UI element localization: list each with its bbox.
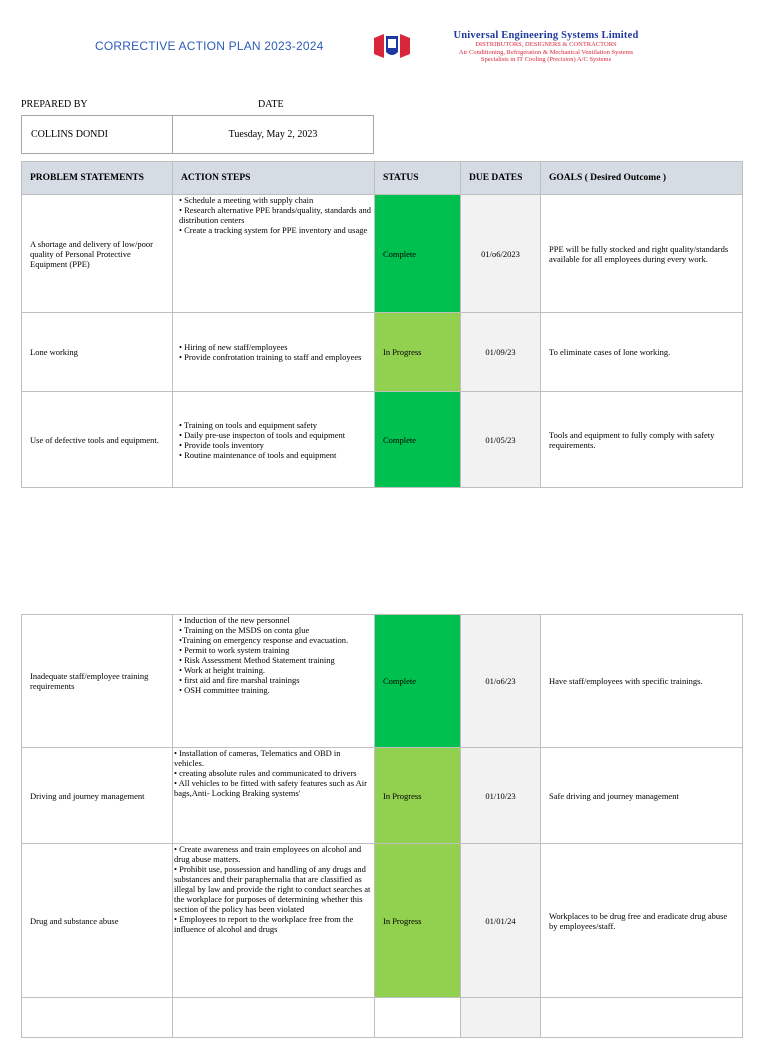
goal-cell: Safe driving and journey management [541,748,743,844]
meta-table [21,115,374,154]
status-cell: Complete [375,392,461,488]
action-steps-cell: • Induction of the new personnel • Training on the MSDS on conta glue •Training on emergency response and evacuation. • Permit to work system training • Risk Assessment Method Statement training • Work at height training. • first aid and fire marshal trainings • OSH committee training. [173,615,375,748]
action-steps-cell: • Installation of cameras, Telematics and OBD in vehicles. • creating absolute rules and communicated to drivers • All vehicles to be fitted with safety features such as Air bags,Anti- Locking Braking systems' [173,748,375,844]
action-steps-cell: • Schedule a meeting with supply chain • Research alternative PPE brands/quality, standards and distribution centers • Create a tracking system for PPE inventory and usage [173,195,375,313]
goal-cell: Tools and equipment to fully comply with safety requirements. [541,392,743,488]
col-header-due: DUE DATES [461,162,541,195]
goal-cell: To eliminate cases of lone working. [541,313,743,392]
status-cell [375,998,461,1038]
action-plan-table-2 [21,614,743,1038]
company-logo [370,30,670,64]
due-date-cell: 01/o6/2023 [461,195,541,313]
status-cell: Complete [375,195,461,313]
company-logo-icon [372,32,412,62]
status-cell: In Progress [375,313,461,392]
table-row [22,195,743,313]
problem-cell: Use of defective tools and equipment. [22,392,173,488]
goal-cell: Have staff/employees with specific trainings. [541,615,743,748]
table-row [22,748,743,844]
prepared-by-value: COLLINS DONDI [22,116,173,154]
date-value: Tuesday, May 2, 2023 [173,116,374,154]
action-steps-cell: • Hiring of new staff/employees • Provide confrotation training to staff and employees [173,313,375,392]
status-cell: Complete [375,615,461,748]
problem-cell: Lone working [22,313,173,392]
due-date-cell: 01/09/23 [461,313,541,392]
date-label: DATE [258,99,284,110]
page-title: CORRECTIVE ACTION PLAN 2023-2024 [95,39,324,53]
action-steps-cell: • Training on tools and equipment safety • Daily pre-use inspecton of tools and equipment • Provide tools inventory • Routine maintenance of tools and equipment [173,392,375,488]
goal-cell: PPE will be fully stocked and right quality/standards available for all employees during every work. [541,195,743,313]
company-name: Universal Engineering Systems Limited [453,30,639,41]
action-plan-table-1 [21,161,743,488]
action-steps-cell [173,998,375,1038]
problem-cell: A shortage and delivery of low/poor quality of Personal Protective Equipment (PPE) [22,195,173,313]
table-row [22,313,743,392]
due-date-cell [461,998,541,1038]
problem-cell: Drug and substance abuse [22,844,173,998]
problem-cell: Inadequate staff/employee training requirements [22,615,173,748]
company-tagline-1: DISTRIBUTORS, DESIGNERS & CONTRACTORS [475,41,617,48]
problem-cell: Driving and journey management [22,748,173,844]
status-cell: In Progress [375,844,461,998]
action-steps-cell: • Create awareness and train employees on alcohol and drug abuse matters. • Prohibit use, possession and handling of any drugs and substances and their paraphernalia that are classified as illegal by law and provide the right to conduct searches at the workplace for purposes of determining whether this section of the policy has been violated • Employees to report to the workplace free from the influence of alcohol and drugs [173,844,375,998]
company-tagline-3: Specialists in IT Cooling (Precision) A/C Systems [480,56,612,63]
problem-cell [22,998,173,1038]
col-header-actions: ACTION STEPS [173,162,375,195]
company-tagline-2: Air Conditioning, Refrigeration & Mechanical Ventilation Systems [458,48,634,56]
col-header-status: STATUS [375,162,461,195]
due-date-cell: 01/01/24 [461,844,541,998]
prepared-by-label: PREPARED BY [21,99,88,110]
table-row [22,615,743,748]
table-header-row [22,162,743,195]
goal-cell [541,998,743,1038]
due-date-cell: 01/10/23 [461,748,541,844]
col-header-goals: GOALS ( Desired Outcome ) [541,162,743,195]
col-header-problem: PROBLEM STATEMENTS [22,162,173,195]
status-cell: In Progress [375,748,461,844]
due-date-cell: 01/o6/23 [461,615,541,748]
table-row [22,998,743,1038]
due-date-cell: 01/05/23 [461,392,541,488]
table-row [22,844,743,998]
table-row [22,392,743,488]
goal-cell: Workplaces to be drug free and eradicate drug abuse by employees/staff. [541,844,743,998]
